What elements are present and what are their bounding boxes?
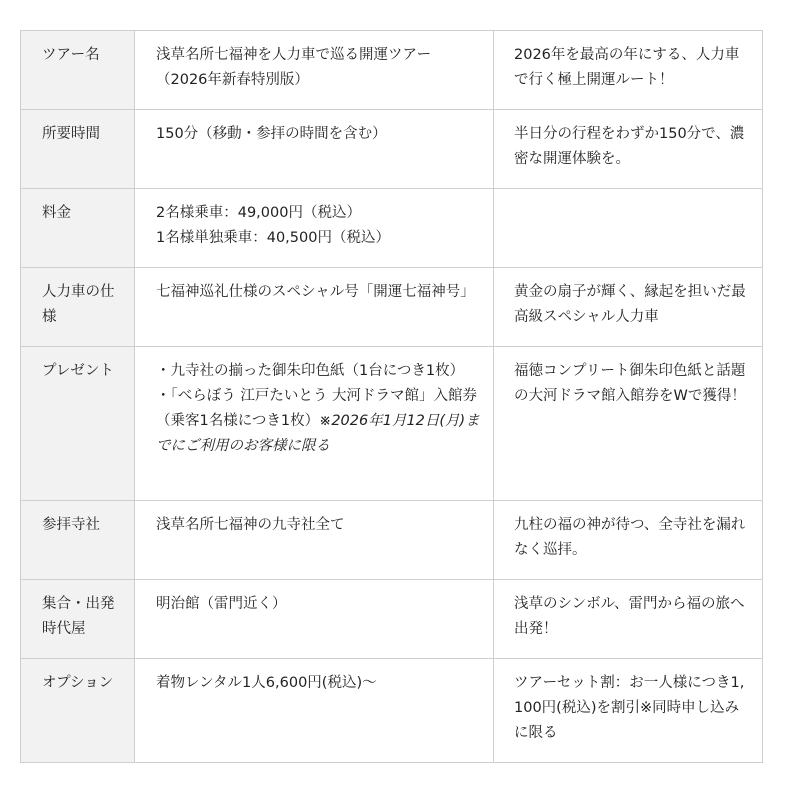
present-item-2-note: ※2026年1月12日(月)までにご利用のお客様に限る (156, 413, 480, 454)
present-item-2 (156, 384, 485, 459)
row-label: 参拝寺社 (21, 501, 135, 580)
row-value (135, 501, 494, 580)
row-highlight: 浅草のシンボル、雷門から福の旅へ出発！ (494, 580, 763, 659)
row-label: 人力車の仕様 (21, 268, 135, 347)
table-row (21, 347, 763, 501)
row-label: 料金 (21, 189, 135, 268)
table-row (21, 268, 763, 347)
row-label: ツアー名 (21, 31, 135, 110)
row-value (135, 347, 494, 501)
table-row (21, 501, 763, 580)
row-highlight: 黄金の扇子が輝く、縁起を担いだ最高級スペシャル人力車 (494, 268, 763, 347)
row-value (135, 659, 494, 763)
row-highlight: 2026年を最高の年にする、人力車で行く極上開運ルート！ (494, 31, 763, 110)
row-value (135, 110, 494, 189)
value-line: 1名様単独乗車：40,500円（税込） (156, 230, 390, 246)
table-row (21, 659, 763, 763)
value-line: 着物レンタル1人6,600円(税込)〜 (156, 675, 377, 691)
value-line: 浅草名所七福神の九寺社全て (156, 517, 345, 533)
tour-info-table (20, 30, 763, 763)
value-line: 七福神巡礼仕様のスペシャル号「開運七福神号」 (156, 284, 475, 300)
row-label: 所要時間 (21, 110, 135, 189)
table-row (21, 580, 763, 659)
row-label: 集合・出発時代屋 (21, 580, 135, 659)
row-label: オプション (21, 659, 135, 763)
row-highlight (494, 189, 763, 268)
table-row (21, 31, 763, 110)
table-row (21, 110, 763, 189)
value-line: 明治館（雷門近く） (156, 596, 287, 612)
row-label: プレゼント (21, 347, 135, 501)
row-value (135, 31, 494, 110)
present-item-2-text: ・「べらぼう 江戸たいとう 大河ドラマ館」入館券（乗客1名様につき1枚） (156, 388, 477, 429)
row-highlight: ツアーセット割：お一人様につき1,100円(税込)を割引※同時申し込みに限る (494, 659, 763, 763)
row-value (135, 580, 494, 659)
value-line: （2026年新春特別版） (156, 72, 309, 88)
tour-info-container (20, 30, 762, 763)
row-value (135, 268, 494, 347)
row-highlight: 九柱の福の神が待つ、全寺社を漏れなく巡拝。 (494, 501, 763, 580)
value-line: 浅草名所七福神を人力車で巡る開運ツアー (156, 47, 432, 63)
present-item-1: ・九寺社の揃った御朱印色紙（1台につき1枚） (156, 363, 465, 379)
value-line: 150分（移動・参拝の時間を含む） (156, 126, 387, 142)
row-highlight: 福徳コンプリート御朱印色紙と話題の大河ドラマ館入館券をWで獲得！ (494, 347, 763, 501)
value-line: 2名様乗車：49,000円（税込） (156, 205, 361, 221)
row-value (135, 189, 494, 268)
row-highlight: 半日分の行程をわずか150分で、濃密な開運体験を。 (494, 110, 763, 189)
table-row (21, 189, 763, 268)
